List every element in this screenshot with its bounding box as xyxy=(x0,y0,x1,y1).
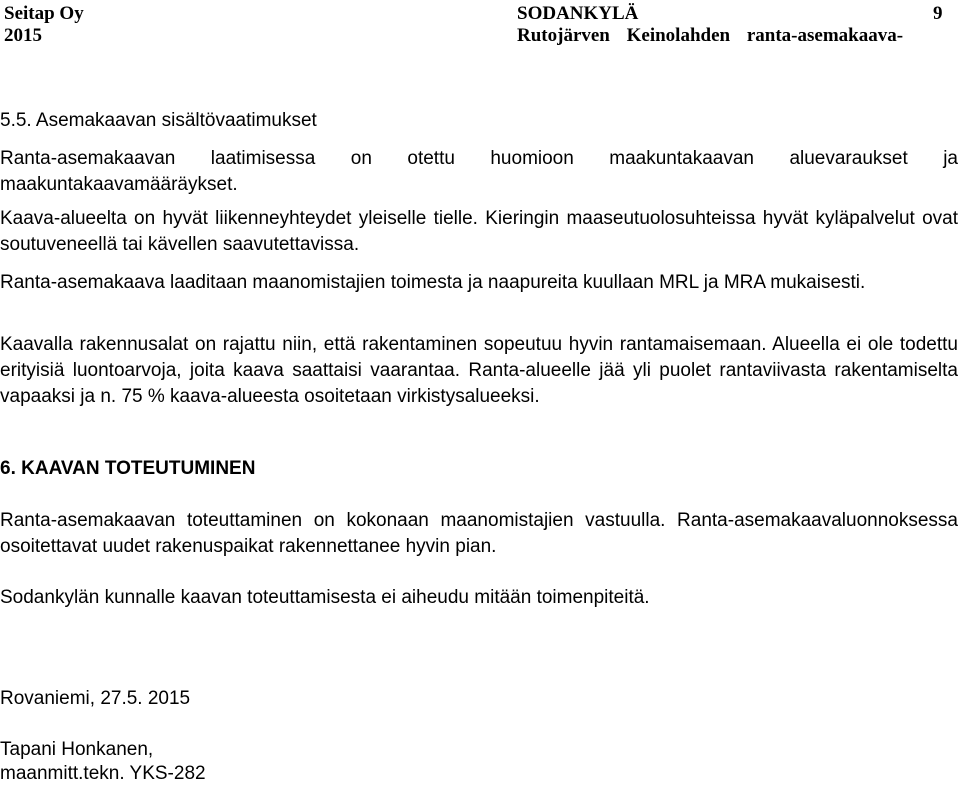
paragraph-liikenneyhteydet: Kaava-alueelta on hyvät liikenneyhteydet yleiselle tielle. Kieringin maaseutuolosuhteissa hyvät kyläpalvelut ovat soutuveneellä tai kävellen saavutettavissa. xyxy=(0,208,958,255)
page-header xyxy=(0,0,960,60)
header-year: 2015 xyxy=(4,25,42,46)
paragraph-kuuleminen: Ranta-asemakaava laaditaan maanomistajien toimesta ja naapureita kuullaan MRL ja MRA mukaisesti. xyxy=(0,272,866,293)
section-heading-6: 6. KAAVAN TOTEUTUMINEN xyxy=(0,458,256,479)
signature-title: maanmitt.tekn. YKS-282 xyxy=(0,763,206,784)
section-heading-5-5: 5.5. Asemakaavan sisältövaatimukset xyxy=(0,110,317,131)
paragraph-maakuntakaava: Ranta-asemakaavan laatimisessa on otettu huomioon maakuntakaavan aluevaraukset ja maakuntakaavamääräykset. xyxy=(0,148,958,195)
plan-area-name: Rutojärven Keinolahden ranta-asemakaava- xyxy=(517,25,904,46)
municipality-name: SODANKYLÄ xyxy=(517,3,639,24)
paragraph-rakennusalat: Kaavalla rakennusalat on rajattu niin, että rakentaminen sopeutuu hyvin rantamaisemaan. Alueella ei ole todettu erityisiä luontoarvoja, joita kaava saattaisi vaarantaa. Ranta-alueelle jää yli puolet rantaviivasta rakentamiselta vapaaksi ja n. 75 % kaava-alueesta osoitetaan virkistysalueeksi. xyxy=(0,334,958,407)
signature-place-date: Rovaniemi, 27.5. 2015 xyxy=(0,688,191,709)
company-name: Seitap Oy xyxy=(4,3,84,24)
paragraph-toteuttaminen: Ranta-asemakaavan toteuttaminen on kokonaan maanomistajien vastuulla. Ranta-asemakaavaluonnoksessa osoitettavat uudet rakenuspaikat rakennettanee hyvin pian. xyxy=(0,510,958,557)
paragraph-kunta: Sodankylän kunnalle kaavan toteuttamisesta ei aiheudu mitään toimenpiteitä. xyxy=(0,587,650,608)
signature-name: Tapani Honkanen, xyxy=(0,739,154,760)
page-number: 9 xyxy=(933,3,943,24)
